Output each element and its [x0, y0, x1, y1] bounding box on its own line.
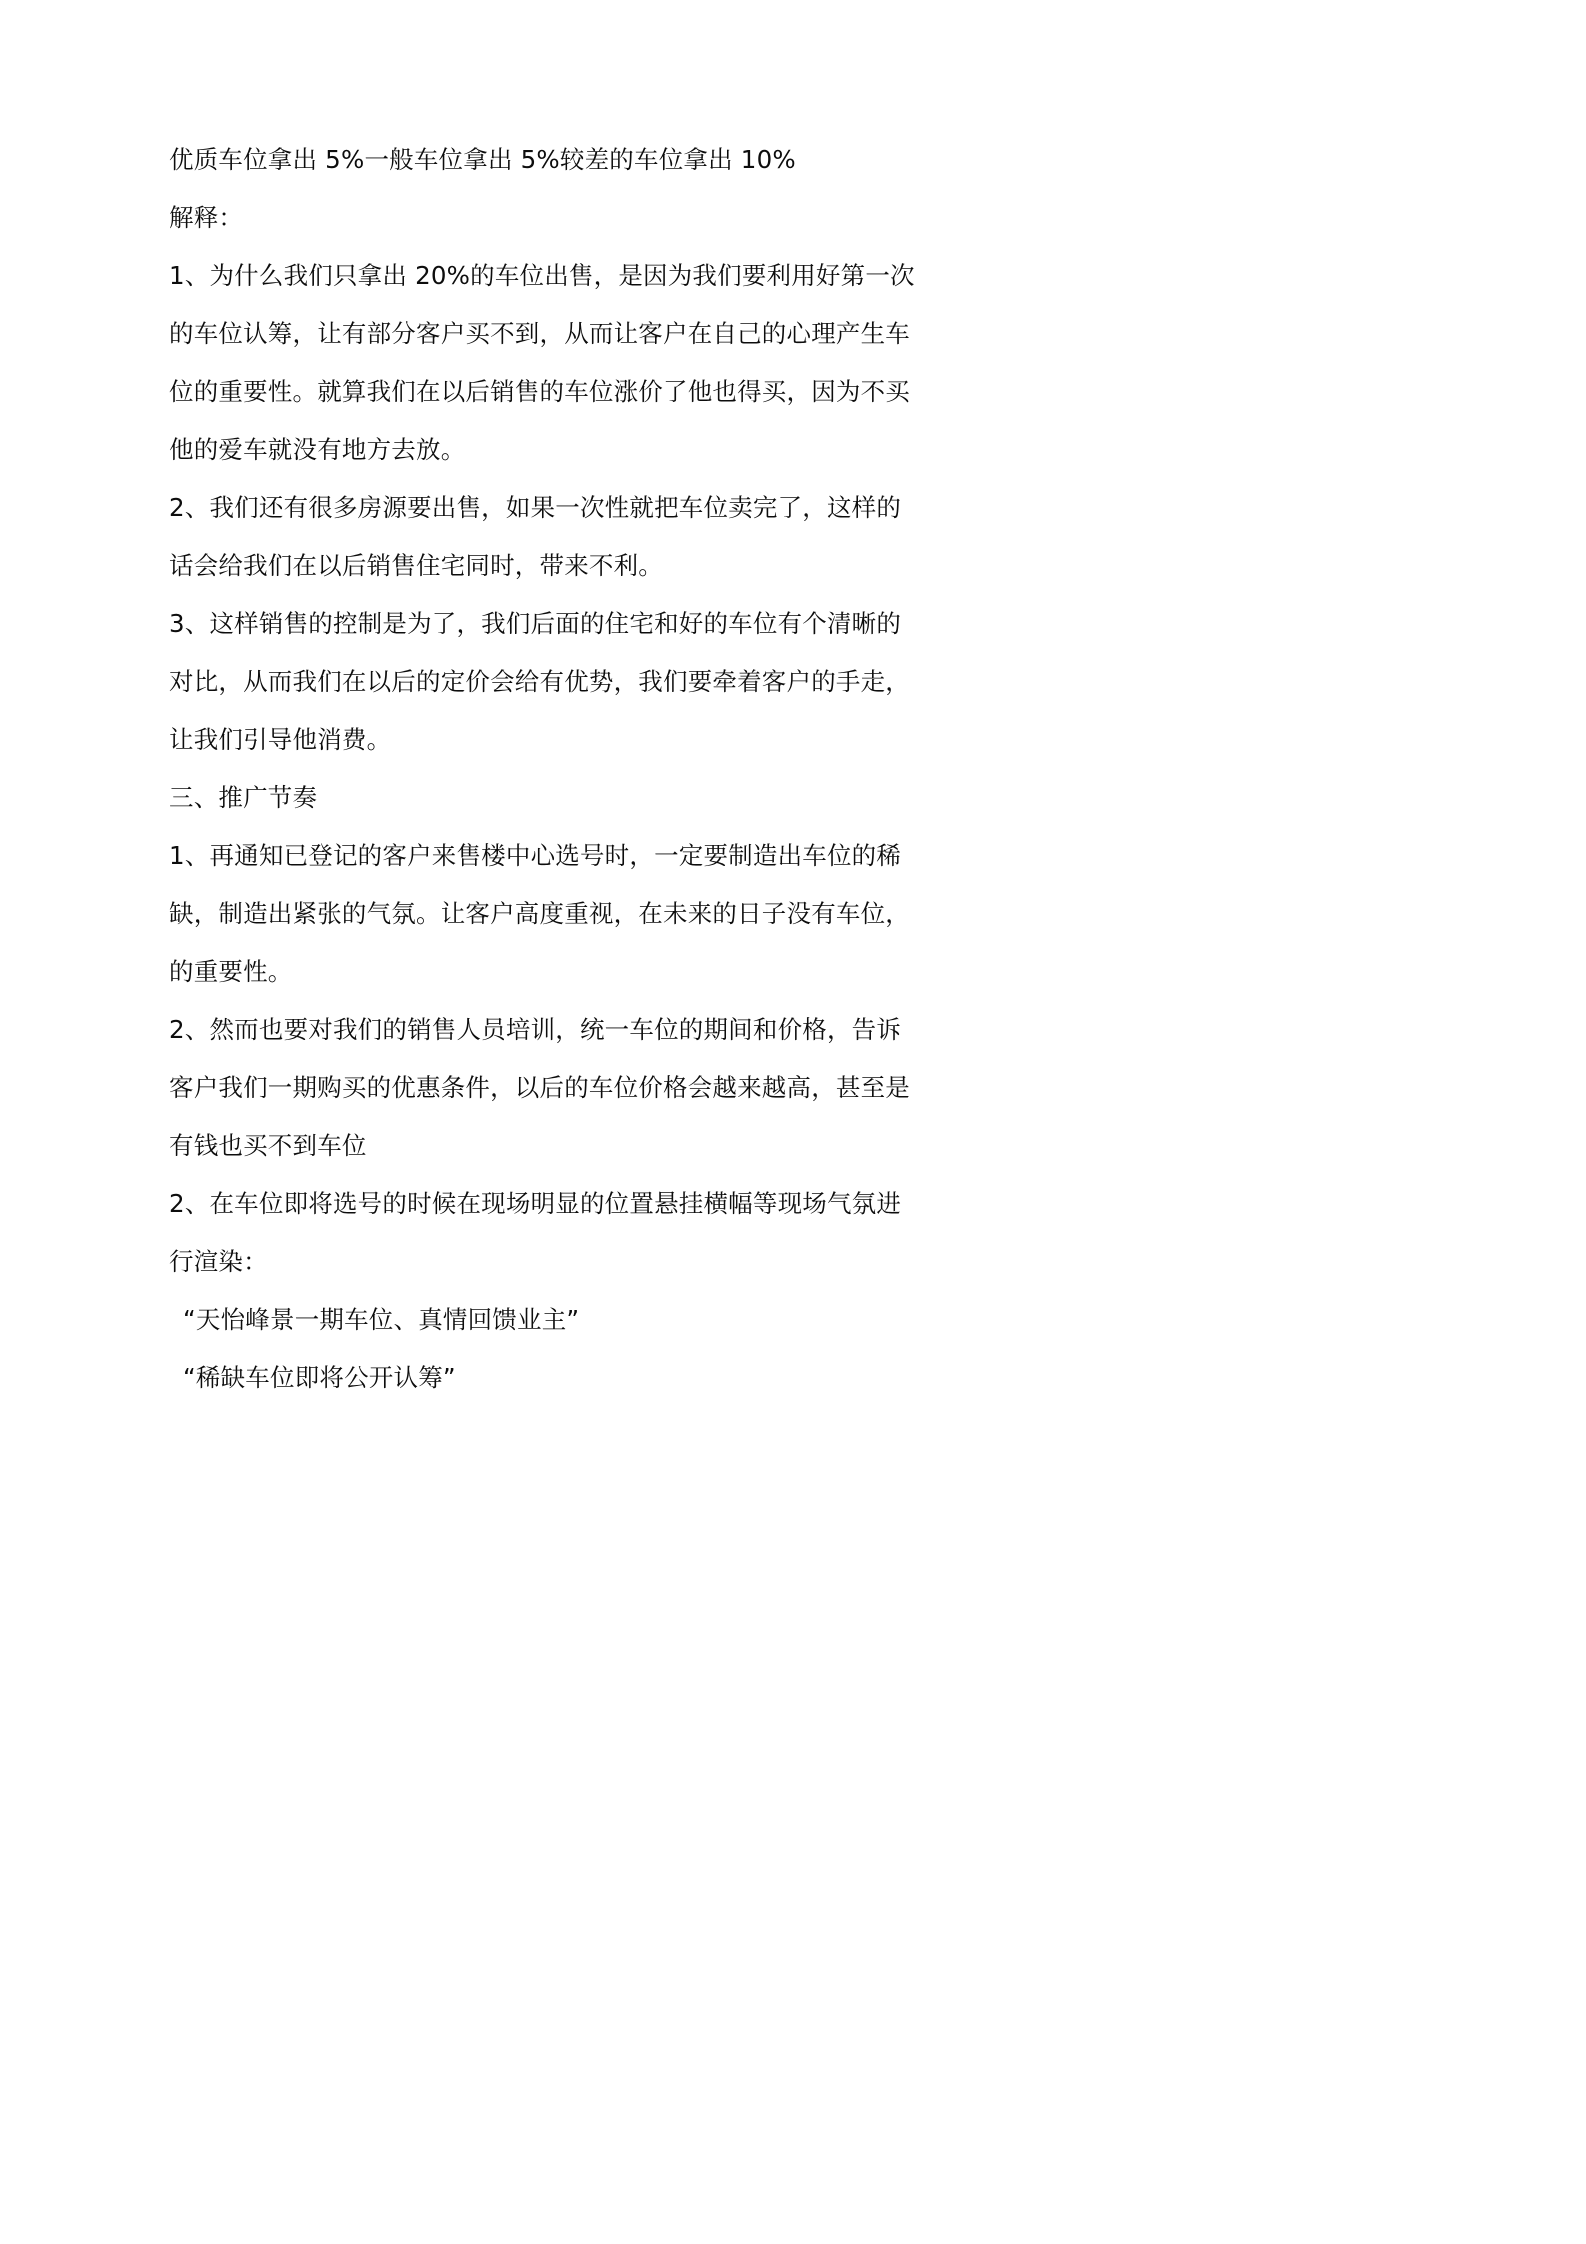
text-line: 客户我们一期购买的优惠条件，以后的车位价格会越来越高，甚至是	[169, 1073, 910, 1102]
text-line: 2、在车位即将选号的时候在现场明显的位置悬挂横幅等现场气氛进	[169, 1189, 902, 1218]
text-line: 让我们引导他消费。	[169, 725, 392, 754]
section-heading: 三、推广节奏	[169, 783, 318, 812]
text-line: 2、然而也要对我们的销售人员培训，统一车位的期间和价格，告诉	[169, 1015, 902, 1044]
text-line: 2、我们还有很多房源要出售，如果一次性就把车位卖完了，这样的	[169, 493, 902, 522]
text-line: 优质车位拿出 5%一般车位拿出 5%较差的车位拿出 10%	[169, 145, 796, 174]
document-page	[0, 0, 1097, 1551]
banner-slogan: “天怡峰景一期车位、真情回馈业主”	[183, 1305, 580, 1334]
text-line: 有钱也买不到车位	[169, 1131, 367, 1160]
text-line: 3、这样销售的控制是为了，我们后面的住宅和好的车位有个清晰的	[169, 609, 902, 638]
text-line: 话会给我们在以后销售住宅同时，带来不利。	[169, 551, 663, 580]
text-line: 行渲染：	[169, 1247, 268, 1276]
text-line: 1、再通知已登记的客户来售楼中心选号时，一定要制造出车位的稀	[169, 841, 902, 870]
text-line: 1、为什么我们只拿出 20%的车位出售，是因为我们要利用好第一次	[169, 261, 915, 290]
text-line: 的重要性。	[169, 957, 293, 986]
text-line: 缺，制造出紧张的气氛。让客户高度重视，在未来的日子没有车位，	[169, 899, 910, 928]
text-line: 解释：	[169, 203, 244, 232]
banner-slogan: “稀缺车位即将公开认筹”	[183, 1363, 456, 1392]
text-line: 对比，从而我们在以后的定价会给有优势，我们要牵着客户的手走，	[169, 667, 910, 696]
text-line: 的车位认筹，让有部分客户买不到，从而让客户在自己的心理产生车	[169, 319, 910, 348]
text-line: 位的重要性。就算我们在以后销售的车位涨价了他也得买，因为不买	[169, 377, 910, 406]
text-line: 他的爱车就没有地方去放。	[169, 435, 466, 464]
